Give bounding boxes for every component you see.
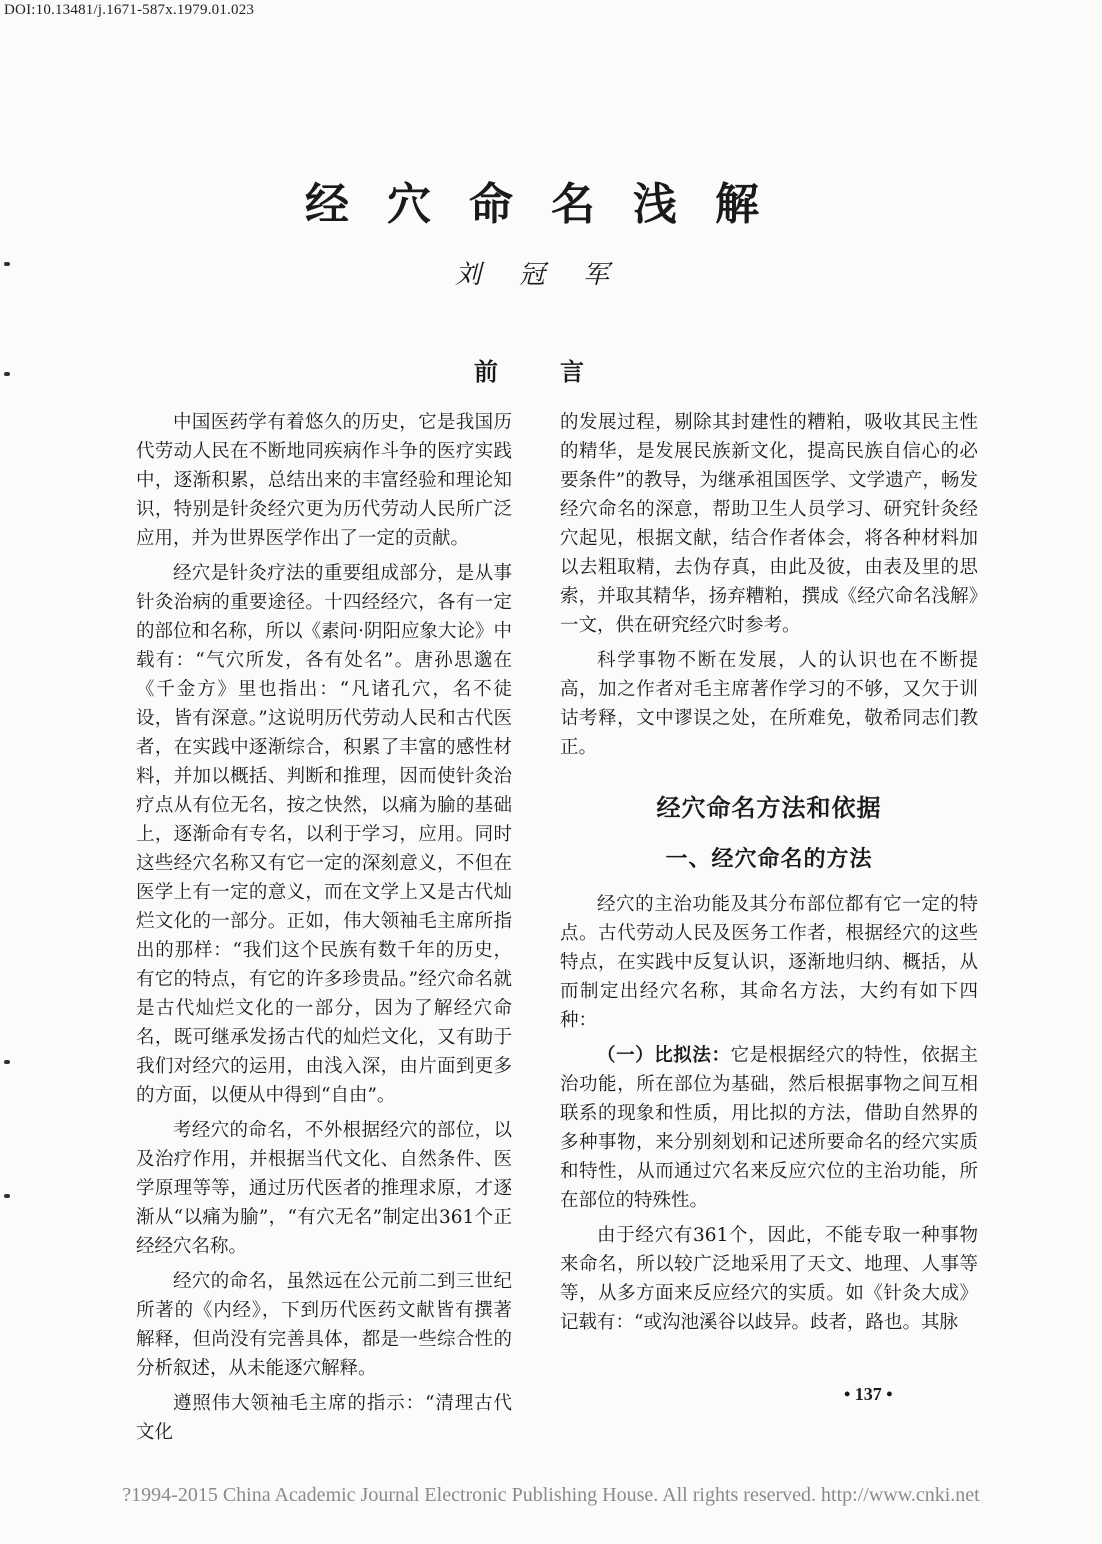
paragraph: 由于经穴有361个，因此，不能专取一种事物来命名，所以较广泛地采用了天文、地理、人事等等，从多方面来反应经穴的实质。如《针灸大成》记载有：“或沟池溪谷以歧异。歧者，路也。其脉 (560, 1225, 978, 1333)
preface-heading: 前言 (474, 358, 646, 386)
scan-mark (4, 372, 10, 376)
paragraph: 经穴的主治功能及其分布部位都有它一定的特点。古代劳动人民及医务工作者，根据经穴的这些特点，在实践中反复认识，逐渐地归纳、概括，从而制定出经穴名称，其命名方法，大约有如下四种： (560, 894, 978, 1031)
method-text: 它是根据经穴的特性，依据主治功能，所在部位为基础，然后根据事物之间互相联系的现象和性质，用比拟的方法，借助自然界的多种事物，来分别刻划和记述所要命名的经穴实质和特性，从而通过穴名来反应穴位的主治功能，所在部位的特殊性。 (560, 1045, 978, 1211)
author-name: 刘冠军 (454, 260, 647, 290)
right-column (560, 408, 978, 1343)
left-column (136, 408, 512, 1453)
paragraph: 遵照伟大领袖毛主席的指示：“清理古代文化 (136, 1393, 512, 1443)
scan-mark (4, 262, 10, 266)
article-title: 经穴命名浅解 (305, 179, 797, 230)
paragraph-continuation: 的发展过程，剔除其封建性的糟粕，吸收其民主性的精华，是发展民族新文化，提高民族自信心的必要条件”的教导，为继承祖国医学、文学遗产，畅发经穴命名的深意，帮助卫生人员学习、研究针灸经穴起见，根据文献，结合作者体会，将各种材料加以去粗取精，去伪存真，由此及彼，由表及里的思索，并取其精华，扬弃糟粕，撰成《经穴命名浅解》一文，供在研究经穴时参考。 (560, 412, 978, 636)
copyright-footer: ?1994-2015 China Academic Journal Electronic Publishing House. All rights reserved. http://www.cnki.net (122, 1484, 980, 1506)
paragraph: 经穴是针灸疗法的重要组成部分，是从事针灸治病的重要途径。十四经经穴，各有一定的部位和名称，所以《素问·阴阳应象大论》中载有：“气穴所发，各有处名”。唐孙思邈在《千金方》里也指出：“凡诸孔穴，名不徒设，皆有深意。”这说明历代劳动人民和古代医者，在实践中逐渐综合，积累了丰富的感性材料，并加以概括、判断和推理，因而使针灸治疗点从有位无名，按之快然，以痛为腧的基础上，逐渐命有专名，以利于学习，应用。同时这些经穴名称又有它一定的深刻意义，不但在医学上有一定的意义，而在文学上又是古代灿烂文化的一部分。正如，伟大领袖毛主席所指出的那样：“我们这个民族有数千年的历史，有它的特点，有它的许多珍贵品。”经穴命名就是古代灿烂文化的一部分，因为了解经穴命名，既可继承发扬古代的灿烂文化，又有助于我们对经穴的运用，由浅入深，由片面到更多的方面，以便从中得到“自由”。 (136, 563, 512, 1106)
page-number: • 137 • (844, 1384, 893, 1404)
method-label: （一）比拟法： (597, 1045, 731, 1066)
doi-header: DOI:10.13481/j.1671-587x.1979.01.023 (4, 2, 255, 18)
paragraph: 经穴的命名，虽然远在公元前二到三世纪所著的《内经》，下到历代医药文献皆有撰著解释，但尚没有完善具体，都是一些综合性的分析叙述，从未能逐穴解释。 (136, 1271, 512, 1379)
paragraph (560, 1041, 978, 1215)
paragraph: 科学事物不断在发展，人的认识也在不断提高，加之作者对毛主席著作学习的不够，又欠于训诂考释，文中谬误之处，在所难免，敬希同志们教正。 (560, 650, 978, 758)
paragraph: 考经穴的命名，不外根据经穴的部位，以及治疗作用，并根据当代文化、自然条件、医学原理等等，通过历代医者的推理求原，才逐渐从“以痛为腧”，“有穴无名”制定出361个正经经穴名称。 (136, 1120, 512, 1257)
scan-mark (4, 1060, 10, 1064)
scan-mark (4, 1194, 10, 1198)
subsection-heading: 一、经穴命名的方法 (665, 847, 873, 872)
paragraph: 中国医药学有着悠久的历史，它是我国历代劳动人民在不断地同疾病作斗争的医疗实践中，逐渐积累，总结出来的丰富经验和理论知识，特别是针灸经穴更为历代劳动人民所广泛应用，并为世界医学作出了一定的贡献。 (136, 412, 512, 549)
section-heading: 经穴命名方法和依据 (656, 794, 882, 822)
